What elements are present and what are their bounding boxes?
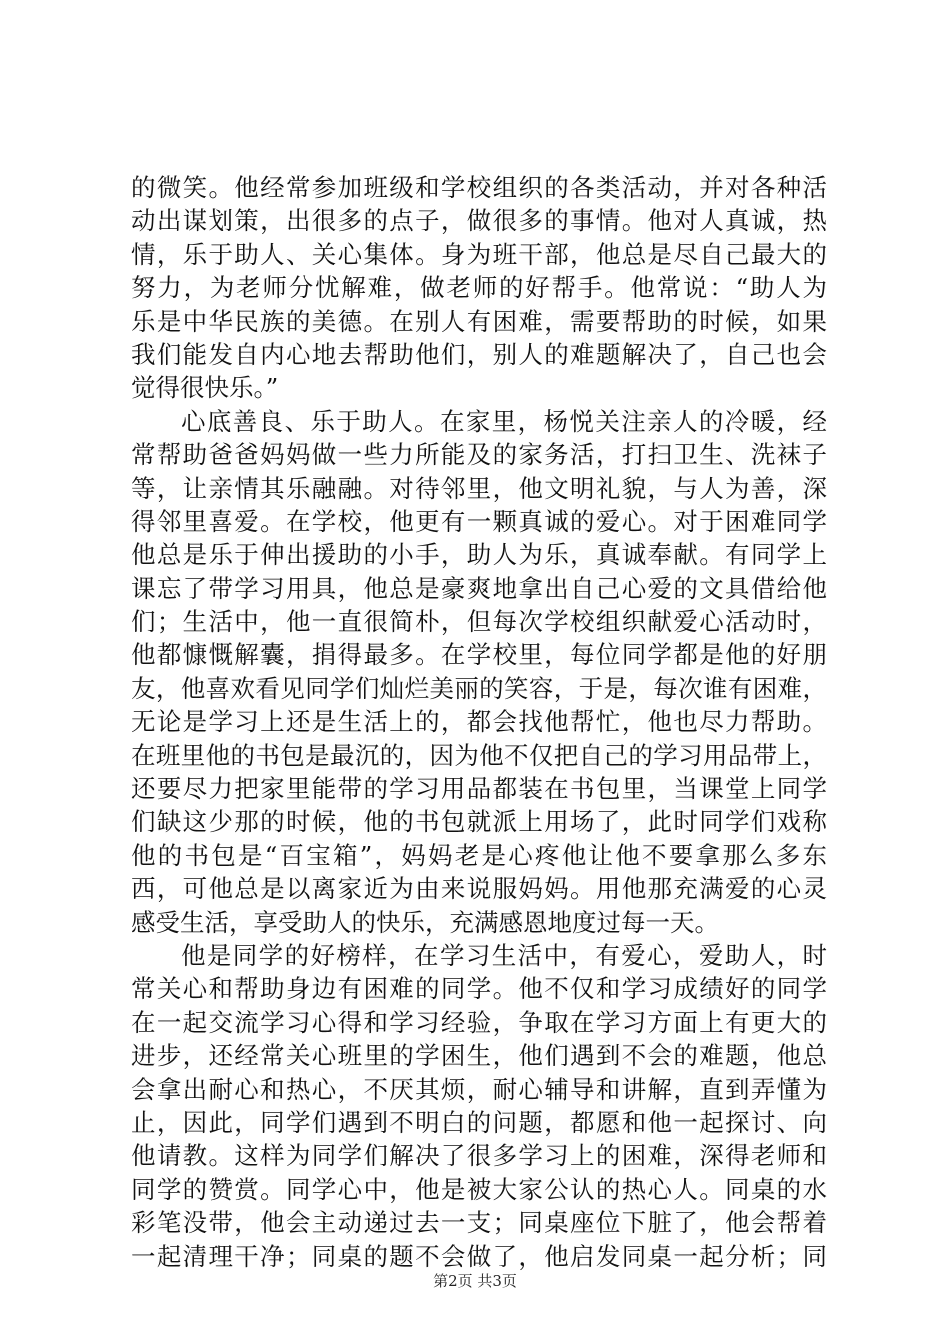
text-line: 的微笑。他经常参加班级和学校组织的各类活动，并对各种活 [131, 173, 827, 202]
text-line: 在一起交流学习心得和学习经验，争取在学习方面上有更大的 [131, 1007, 827, 1037]
text-line: 心底善良、乐于助人。在家里，杨悦关注亲人的冷暖，经 [181, 406, 827, 436]
text-line: 觉得很快乐。” [131, 373, 279, 403]
text-line: 止，因此，同学们遇到不明白的问题，都愿和他一起探讨、向 [131, 1107, 827, 1137]
text-line: 得邻里喜爱。在学校，他更有一颗真诚的爱心。对于困难同学 [131, 506, 827, 536]
text-line: 他是同学的好榜样，在学习生活中，有爱心，爱助人，时 [181, 940, 827, 970]
text-line: 努力，为老师分忧解难，做老师的好帮手。他常说：“助人为 [131, 273, 827, 303]
text-line: 他请教。这样为同学们解决了很多学习上的困难，深得老师和 [131, 1141, 827, 1171]
text-line: 同学的赞赏。同学心中，他是被大家公认的热心人。同桌的水 [131, 1174, 827, 1204]
text-line: 无论是学习上还是生活上的，都会找他帮忙，他也尽力帮助。 [131, 707, 827, 737]
text-line: 们；生活中，他一直很简朴，但每次学校组织献爱心活动时， [131, 607, 827, 637]
text-line: 在班里他的书包是最沉的，因为他不仅把自己的学习用品带上， [131, 740, 827, 770]
text-line: 会拿出耐心和热心，不厌其烦，耐心辅导和讲解，直到弄懂为 [131, 1074, 827, 1104]
page-number-footer: 第2页 共3页 [433, 1272, 517, 1290]
text-line: 他总是乐于伸出援助的小手，助人为乐，真诚奉献。有同学上 [131, 540, 827, 570]
text-line: 还要尽力把家里能带的学习用品都装在书包里，当课堂上同学 [131, 774, 827, 804]
text-line: 进步，还经常关心班里的学困生，他们遇到不会的难题，他总 [131, 1041, 827, 1071]
text-line: 感受生活，享受助人的快乐，充满感恩地度过每一天。 [131, 907, 719, 937]
text-line: 常帮助爸爸妈妈做一些力所能及的家务活，打扫卫生、洗袜子 [131, 440, 827, 470]
text-line: 动出谋划策，出很多的点子，做很多的事情。他对人真诚，热 [131, 206, 827, 236]
text-line: 乐是中华民族的美德。在别人有困难，需要帮助的时候，如果 [131, 306, 827, 336]
text-line: 他都慷慨解囊，捐得最多。在学校里，每位同学都是他的好朋 [131, 640, 827, 670]
text-line: 们缺这少那的时候，他的书包就派上用场了，此时同学们戏称 [131, 807, 827, 837]
text-line: 友，他喜欢看见同学们灿烂美丽的笑容，于是，每次谁有困难， [131, 673, 827, 703]
text-line: 常关心和帮助身边有困难的同学。他不仅和学习成绩好的同学 [131, 974, 827, 1004]
text-line: 等，让亲情其乐融融。对待邻里，他文明礼貌，与人为善，深 [131, 473, 827, 503]
body-text [131, 171, 827, 1273]
text-line: 西，可他总是以离家近为由来说服妈妈。用他那充满爱的心灵 [131, 874, 827, 904]
text-line: 课忘了带学习用具，他总是豪爽地拿出自己心爱的文具借给他 [131, 573, 827, 603]
text-line: 一起清理干净；同桌的题不会做了，他启发同桌一起分析；同 [131, 1241, 827, 1271]
text-line: 情，乐于助人、关心集体。身为班干部，他总是尽自己最大的 [131, 239, 827, 269]
text-line: 我们能发自内心地去帮助他们，别人的难题解决了，自己也会 [131, 339, 827, 369]
text-line: 他的书包是“百宝箱”，妈妈老是心疼他让他不要拿那么多东 [131, 840, 827, 870]
text-line: 彩笔没带，他会主动递过去一支；同桌座位下脏了，他会帮着 [131, 1208, 827, 1238]
